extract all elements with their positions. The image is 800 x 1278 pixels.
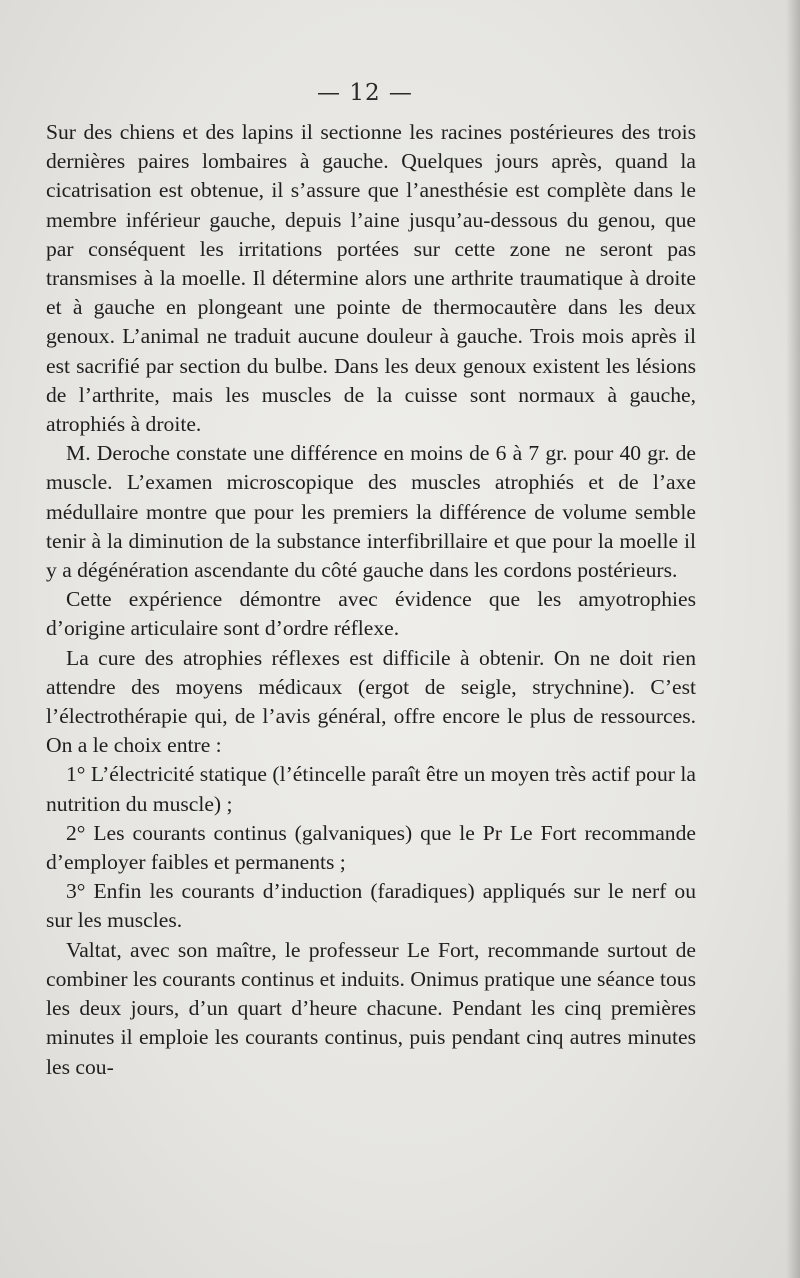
paragraph-5: Valtat, avec son maître, le professeur Le Fort, recommande surtout de combiner les courants continus et induits. Onimus pratique une séance tous les deux jours, d’un quart d’heure chacune. Pendant les cinq premières minutes il emploie les courants continus, puis pendant cinq autres minutes les cou- [46,937,696,1079]
list-item-2: 2° Les courants continus (galvaniques) que le Pr Le Fort recommande d’employer faibles et permanents ; [46,820,696,875]
paragraph-1: Sur des chiens et des lapins il sectionne les racines postérieures des trois dernières paires lombaires à gauche. Quelques jours après, quand la cicatrisation est obtenue, il s’assure que l’anesthésie est complète dans le membre inférieur gauche, depuis l’aine jusqu’au-dessous du genou, que par conséquent les irritations portées sur cette zone ne seront pas transmises à la moelle. Il détermine alors une arthrite traumatique à droite et à gauche en plongeant une pointe de thermocautère dans les deux genoux. L’animal ne traduit aucune douleur à gauche. Trois mois après il est sacrifié par section du bulbe. Dans les deux genoux existent les lésions de l’arthrite, mais les muscles de la cuisse sont normaux à gauche, atrophiés à droite. [46,120,696,437]
paragraph-3: Cette expérience démontre avec évidence que les amyotrophies d’origine articulaire sont d’ordre réflexe. [46,587,696,641]
list-item-3: 3° Enfin les courants d’induction (faradiques) appliqués sur le nerf ou sur les muscles. [46,879,696,933]
paragraph-2: M. Deroche constate une différence en moins de 6 à 7 gr. pour 40 gr. de muscle. L’examen microscopique des muscles atrophiés et de l’axe médullaire montre que pour les premiers la différence de volume semble tenir à la diminution de la substance interfibrillaire et que pour la moelle il y a dégénération ascendante du côté gauche dans les cordons postérieurs. [46,441,696,583]
page-number: — 12 — [317,80,413,106]
list-item-1: 1° L’électricité statique (l’étincelle paraît être un moyen très actif pour la nutrition du muscle) ; [46,762,696,816]
body-text [46,118,696,1082]
paragraph-4: La cure des atrophies réflexes est difficile à obtenir. On ne doit rien attendre des moyens médicaux (ergot de seigle, strychnine). C’est l’électrothérapie qui, de l’avis général, offre encore le plus de ressources. On a le choix entre : [46,645,696,758]
